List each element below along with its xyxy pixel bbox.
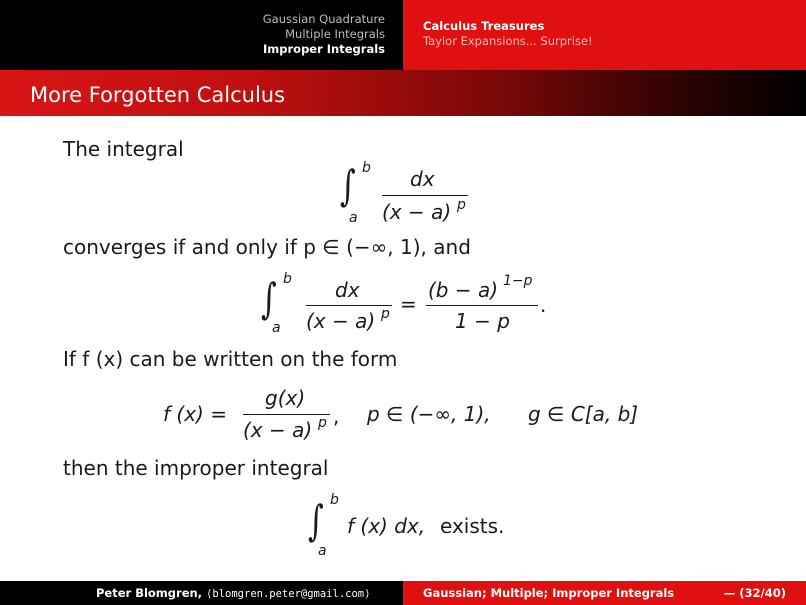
upper-limit: b [283,271,292,287]
author-email: ⟨blomgren.peter@gmail.com⟩ [206,588,371,600]
nav-section-gaussian-quadrature[interactable]: Gaussian Quadrature [262,12,385,26]
lhs-fraction-bar [306,305,392,306]
rhs-fraction-bar [426,305,538,306]
text-converges-condition: converges if and only if p ∈ (−∞, 1), and [63,235,471,259]
fraction-bar [243,414,330,415]
condition-p-range: p ∈ (−∞, 1), [367,402,491,426]
rhs-exponent: 1−p [503,273,533,289]
fraction-bar [382,195,468,196]
integrand: f (x) dx, [347,514,426,538]
text-then-improper: then the improper integral [63,456,329,480]
upper-limit: b [330,492,339,508]
section-nav [0,0,403,70]
frame-title-bar [0,70,806,116]
lower-limit: a [349,210,358,226]
nav-subsection-calculus-treasures[interactable]: Calculus Treasures [423,19,545,33]
frame-title: More Forgotten Calculus [30,83,286,107]
text-if-f-written: If f (x) can be written on the form [63,347,398,371]
nav-section-multiple-integrals[interactable]: Multiple Integrals [285,27,385,41]
rhs-denominator: 1 − p [455,309,510,333]
upper-limit: b [362,160,371,176]
comma: , [333,404,340,428]
lhs-exponent: p [381,306,390,322]
fraction-denominator: (x − a) [382,200,452,224]
f-lhs: f (x) = [163,402,227,426]
footer-page-number: — (32/40) [723,586,786,600]
exponent: p [457,197,466,213]
rhs-numerator: (b − a) [428,278,499,302]
lower-limit: a [272,320,281,336]
exponent: p [318,415,327,431]
equals-sign: = [400,292,417,316]
footer [0,581,806,605]
lhs-denominator: (x − a) [306,309,376,333]
integral-sign: ∫ [308,496,324,545]
footer-right [403,581,806,605]
footer-left [0,581,403,605]
fraction-denominator: (x − a) [243,418,313,442]
footer-talk-title: Gaussian; Multiple; Improper Integrals [423,586,675,600]
g-numerator: g(x) [265,386,306,410]
nav-section-improper-integrals[interactable]: Improper Integrals [263,42,385,56]
subsection-nav [403,0,806,70]
period: . [540,293,547,317]
author-name: Peter Blomgren, [96,586,203,600]
condition-g-continuous: g ∈ C[a, b] [528,402,639,426]
nav-subsection-taylor-expansions[interactable]: Taylor Expansions... Surprise! [423,34,593,48]
text-exists: exists. [440,514,505,538]
fraction-numerator: dx [410,167,435,191]
footer-author [96,586,370,600]
text-the-integral: The integral [63,137,184,161]
integral-sign: ∫ [261,274,277,323]
lower-limit: a [318,543,327,559]
header-navigation [0,0,806,70]
lhs-numerator: dx [335,278,360,302]
integral-sign: ∫ [340,161,356,210]
